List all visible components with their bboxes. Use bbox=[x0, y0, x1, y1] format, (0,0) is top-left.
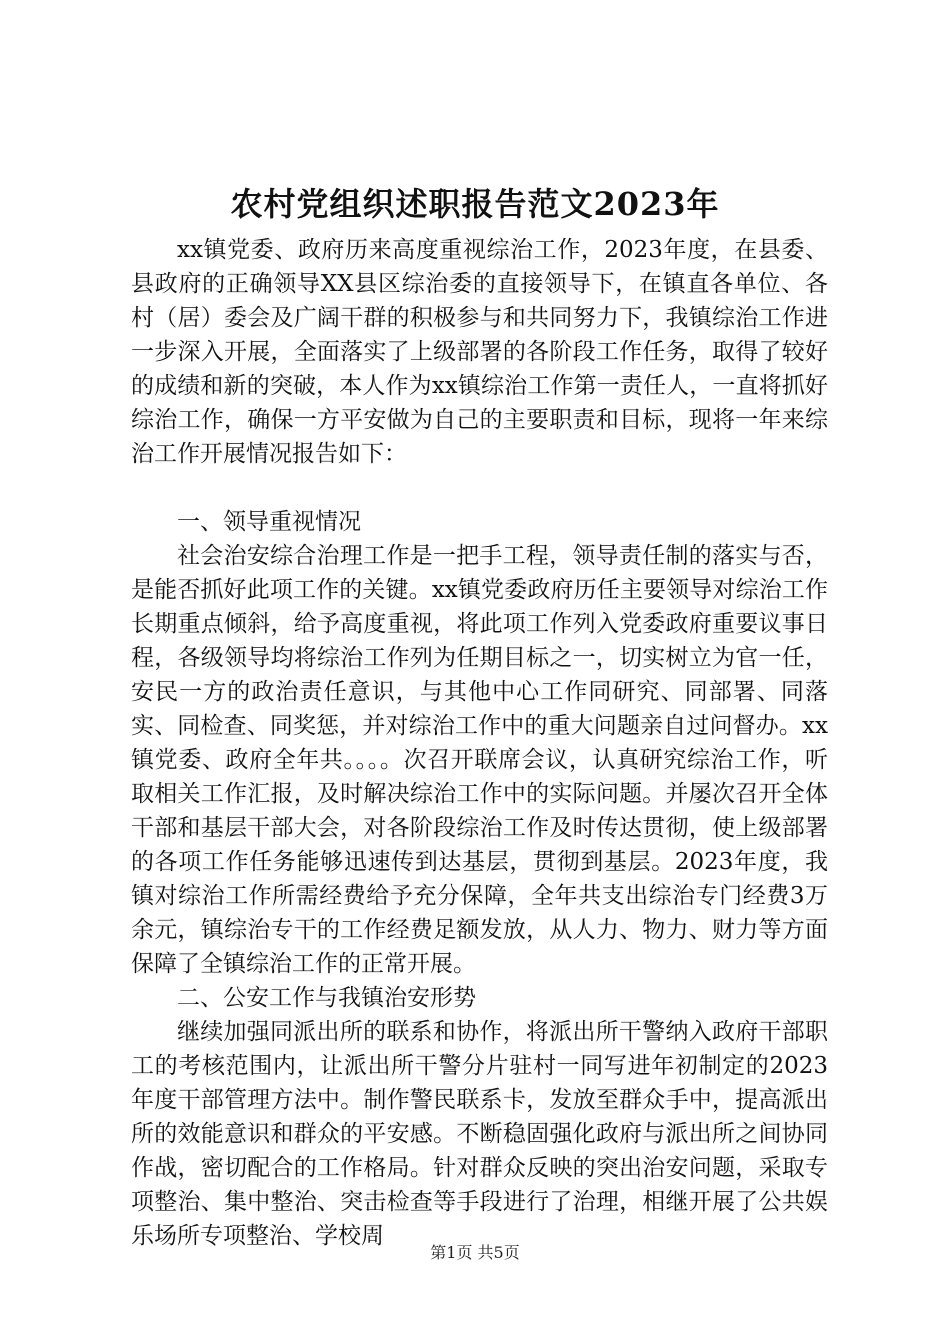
section-body-leadership: 社会治安综合治理工作是一把手工程，领导责任制的落实与否，是能否抓好此项工作的关键。xx镇党委政府历任主要领导对综治工作长期重点倾斜，给予高度重视，将此项工作列入党委政府重要议事日程，各级领导均将综治工作列为任期目标之一，切实树立为官一任，安民一方的政治责任意识，与其他中心工作同研究、同部署、同落实、同检查、同奖惩，并对综治工作中的重大问题亲自过问督办。xx镇党委、政府全年共。。。。次召开联席会议，认真研究综治工作，听取相关工作汇报，及时解决综治工作中的实际问题。并屡次召开全体干部和基层干部大会，对各阶段综治工作及时传达贯彻，使上级部署的各项工作任务能够迅速传到达基层，贯彻到基层。2023年度，我镇对综治工作所需经费给予充分保障，全年共支出综治专门经费3万余元，镇综治专干的工作经费足额发放，从人力、物力、财力等方面保障了全镇综治工作的正常开展。 bbox=[131, 543, 828, 977]
section-body-public-security: 继续加强同派出所的联系和协作，将派出所干警纳入政府干部职工的考核范围内，让派出所干警分片驻村一同写进年初制定的2023年度干部管理方法中。制作警民联系卡，发放至群众手中，提高派出所的效能意识和群众的平安感。不断稳固强化政府与派出所之间协同作战，密切配合的工作格局。针对群众反映的突出治安问题，采取专项整治、集中整治、突击检查等手段进行了治理，相继开展了公共娱乐场所专项整治、学校周 bbox=[131, 1019, 828, 1249]
section-heading-public-security: 二、公安工作与我镇治安形势 bbox=[177, 985, 476, 1011]
paragraph-spacer bbox=[131, 471, 828, 505]
document-title: 农村党组织述职报告范文2023年 bbox=[230, 185, 720, 223]
intro-paragraph: xx镇党委、政府历来高度重视综治工作，2023年度，在县委、县政府的正确领导XX县区综治委的直接领导下，在镇直各单位、各村（居）委会及广阔干群的积极参与和共同努力下，我镇综治工作进一步深入开展，全面落实了上级部署的各阶段工作任务，取得了较好的成绩和新的突破，本人作为xx镇综治工作第一责任人，一直将抓好综治工作，确保一方平安做为自己的主要职责和目标，现将一年来综治工作开展情况报告如下： bbox=[131, 237, 828, 467]
document-body bbox=[131, 233, 828, 1253]
section-heading-leadership: 一、领导重视情况 bbox=[177, 509, 361, 535]
page-footer: 第1页 共5页 bbox=[430, 1243, 520, 1262]
